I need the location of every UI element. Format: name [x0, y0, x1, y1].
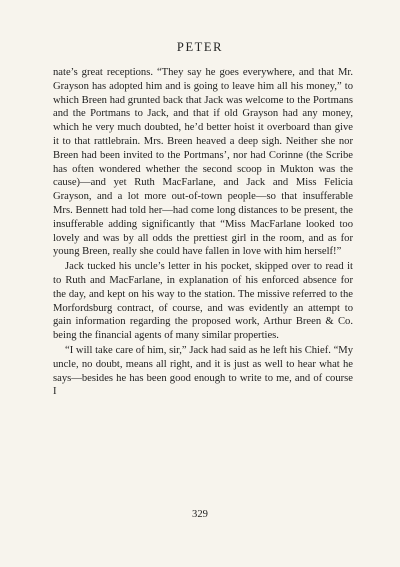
- running-head: PETER: [176, 40, 224, 54]
- paragraph-3: “I will take care of him, sir,” Jack had said as he left his Chief. “My uncle, no doubt, means all right, and it is just as well to hear what he says—besides he has been good enough to write to me, and of course I: [53, 344, 353, 398]
- body-text: [53, 66, 353, 399]
- paragraph-1: nate’s great receptions. “They say he goes everywhere, and that Mr. Grayson has adopted him and is going to leave him all his money,” to which Breen had grunted back that Jack was welcome to the Portmans and the Portmans to Jack, and that if old Grayson had any money, which he very much doubted, he’d better hoist it overboard than give it to that rattlebrain. Mrs. Breen heaved a deep sigh. Neither she nor Breen had been invited to the Portmans’, nor had Corinne (the Scribe has often wondered whether the second scoop in Mukton was the cause)—and yet Ruth MacFarlane, and Jack and Miss Felicia Grayson, and a lot more out-of-town people—so that insufferable Mrs. Bennett had told her—had come long distances to be present, the insufferable adding significantly that “Miss MacFarlane looked too lovely and was by all odds the prettiest girl in the room, and as for young Breen, really she could have fallen in love with him herself!”: [53, 67, 353, 258]
- paragraph-2: Jack tucked his uncle’s letter in his pocket, skipped over to read it to Ruth and MacFarlane, in explanation of his enforced absence for the day, and kept on his way to the station. The missive referred to the Morfordsburg contract, of course, and was evidently an attempt to gain information regarding the proposed work, Arthur Breen & Co. being the financial agents of many similar properties.: [53, 261, 353, 342]
- page-number: 329: [192, 509, 208, 520]
